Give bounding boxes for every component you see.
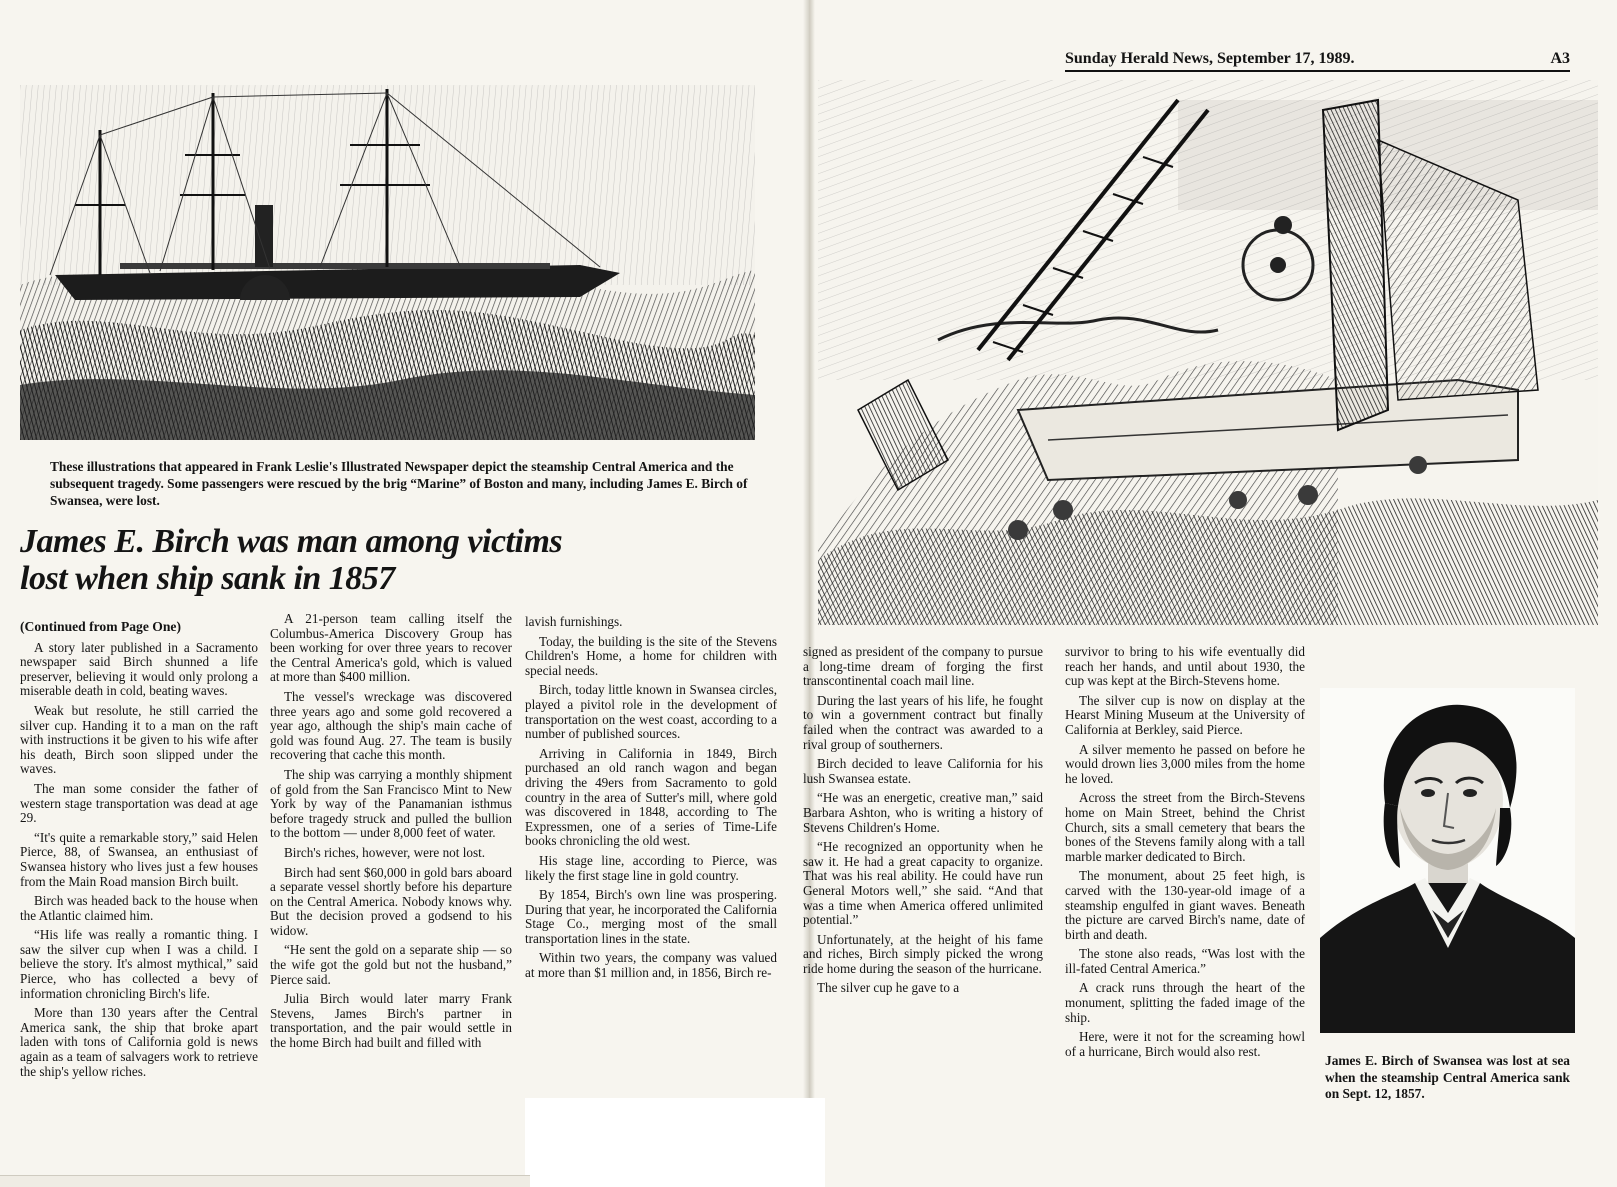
clipping-edge <box>0 1175 530 1187</box>
col2-paragraph: The vessel's wreckage was discovered three years ago and some gold recovered a year ago, although the ship's main cache of gold was found Aug. 27. The team is busily recovering that cache this month. <box>270 688 512 763</box>
col5-paragraph: The monument, about 25 feet high, is carved with the 130-year-old image of a steamship engulfed in giant waves. Beneath the picture are carved Birch's name, date of birth and death. <box>1065 868 1305 942</box>
col5-paragraph: The silver cup is now on display at the Hearst Mining Museum at the University of California at Berkley, said Pierce. <box>1065 692 1305 737</box>
col1-paragraph: “His life was really a romantic thing. I saw the silver cup when I was a child. I believe the story. It's almost mythical,” said Pierce, who has collected a bevy of information chronicling Birch's life. <box>20 927 258 1001</box>
birch-portrait <box>1320 688 1575 1033</box>
col1-paragraph: Weak but resolute, he still carried the silver cup. Handing it to a man on the raft with instructions it be given to his wife after his death, Birch soon slipped under the waves. <box>20 702 258 777</box>
col3-paragraph: Birch, today little known in Swansea circles, played a pivitol role in the development of transportation on the west coast, according to a number of published sources. <box>525 682 777 742</box>
col5-paragraph: The stone also reads, “Was lost with the ill-fated Central America.” <box>1065 946 1305 976</box>
col5-paragraph: A silver memento he passed on before he would drown lies 3,000 miles from the home he loved. <box>1065 741 1305 786</box>
headline-line-2: lost when ship sank in 1857 <box>20 560 395 597</box>
col4-paragraph: Unfortunately, at the height of his fame and riches, Birch simply picked the wrong ride home during the season of the hurricane. <box>803 931 1043 976</box>
masthead-rule <box>1065 70 1570 72</box>
col2-paragraph: “He sent the gold on a separate ship — so the wife got the gold but not the husband,” Pierce said. <box>270 942 512 987</box>
col3-paragraph: His stage line, according to Pierce, was likely the first stage line in gold country. <box>525 852 777 883</box>
col2-paragraph: Birch had sent $60,000 in gold bars aboard a separate vessel shortly before his departure on the Central America. Nobody knows why. But the decision proved a godsend to his widow. <box>270 864 512 938</box>
col2-paragraph: A 21-person team calling itself the Columbus-America Discovery Group has been working for over three years to recover the Central America's gold, which is valued at more than $400 million. <box>270 612 512 685</box>
col1-paragraph: A story later published in a Sacramento newspaper said Birch shunned a life preserver, believing it would only prolong a miserable death in cold, beating waves. <box>20 639 258 699</box>
headline-line-1: James E. Birch was man among victims <box>20 523 563 560</box>
publication-dateline: Sunday Herald News, September 17, 1989. <box>1065 50 1355 67</box>
col5-paragraph: survivor to bring to his wife eventually did reach her hands, and until about 1930, the cup was kept at the Birch-Stevens home. <box>1065 645 1305 689</box>
col1-paragraph: Birch was headed back to the house when the Atlantic claimed him. <box>20 893 258 923</box>
col5-paragraph: Across the street from the Birch-Stevens home on Main Street, behind the Christ Church, sits a small cemetery that bears the bones of the Stevens family along with a tall marble marker dedicated to Birch. <box>1065 790 1305 864</box>
col3-paragraph: Arriving in California in 1849, Birch purchased an old ranch wagon and began driving the 49ers from Sacramento to gold country in the area of Sutter's mill, where gold was discovered in 1848, according to The Expressmen, one of a series of Time-Life books chronicling the old west. <box>525 745 777 849</box>
portrait-drawing <box>1320 688 1575 1033</box>
col1-paragraph: “It's quite a remarkable story,” said Helen Pierce, 88, of Swansea, an enthusiast of Swansea history who lives just a few houses from the Main Road mansion Birch built. <box>20 829 258 889</box>
col1-paragraph: More than 130 years after the Central America sank, the ship that broke apart laden with tons of California gold is news again as a team of salvagers work to retrieve the ship's yellow riches. <box>20 1005 258 1079</box>
article-column-1 <box>20 620 258 1175</box>
col5-paragraph: A crack runs through the heart of the monument, splitting the faded image of the ship. <box>1065 980 1305 1025</box>
portrait-caption: James E. Birch of Swansea was lost at sea when the steamship Central America sank on Sept. 12, 1857. <box>1325 1053 1570 1101</box>
col4-paragraph: “He was an energetic, creative man,” said Barbara Ashton, who is writing a history of Stevens Children's Home. <box>803 790 1043 835</box>
article-column-2 <box>270 612 512 1180</box>
col4-paragraph: “He recognized an opportunity when he saw it. He had a great capacity to organize. That was his real ability. He could have run General Motors well,” she said. “And that was a time when America offered unlimited potential.” <box>803 839 1043 928</box>
illustration-caption: These illustrations that appeared in Frank Leslie's Illustrated Newspaper depict the steamship Central America and the subsequent tragedy. Some passengers were rescued by the brig “Marine” of Boston and many, including James E. Birch of Swansea, were lost. <box>50 459 748 508</box>
continued-label: (Continued from Page One) <box>20 620 181 634</box>
col3-paragraph: By 1854, Birch's own line was prospering. During that year, he incorporated the California Stage Co., merging most of the small transportation lines in the state. <box>525 887 777 946</box>
masthead <box>1065 50 1570 72</box>
shipwreck-illustration <box>818 80 1598 625</box>
col3-paragraph: lavish furnishings. <box>525 615 623 629</box>
article-column-3 <box>525 615 777 1095</box>
col2-paragraph: The ship was carrying a monthly shipment of gold from the San Francisco Mint to New York by way of the Panamanian isthmus before tragedy struck and pulled the bullion to the bottom — under 8,000 feet of water. <box>270 766 512 841</box>
col2-paragraph: Julia Birch would later marry Frank Stevens, James Birch's partner in transportation, and the pair would settle in the home Birch had built and filled with <box>270 991 512 1051</box>
col3-paragraph: Today, the building is the site of the Stevens Children's Home, a home for children with special needs. <box>525 633 777 678</box>
col4-paragraph: The silver cup he gave to a <box>817 980 960 996</box>
article-column-5 <box>1065 645 1305 1150</box>
col4-paragraph: signed as president of the company to pursue a long-time dream of forging the first transcontinental coach mail line. <box>803 645 1043 689</box>
col4-paragraph: During the last years of his life, he fought to win a government contract but finally failed when the contract was awarded to a rival group of southerners. <box>803 692 1043 752</box>
col3-paragraph: Within two years, the company was valued at more than $1 million and, in 1856, Birch re- <box>525 950 777 981</box>
col1-paragraph: The man some consider the father of western stage transportation was dead at age 29. <box>20 780 258 826</box>
steamship-illustration <box>20 85 755 440</box>
page-number: A3 <box>1550 50 1570 67</box>
headline <box>20 523 740 597</box>
col5-paragraph: Here, were it not for the screaming howl of a hurricane, Birch would also rest. <box>1065 1029 1305 1059</box>
col4-paragraph: Birch decided to leave California for his lush Swansea estate. <box>803 756 1043 786</box>
torn-edge <box>525 1098 825 1187</box>
col2-paragraph: Birch's riches, however, were not lost. <box>284 844 486 860</box>
article-column-4 <box>803 645 1043 1093</box>
